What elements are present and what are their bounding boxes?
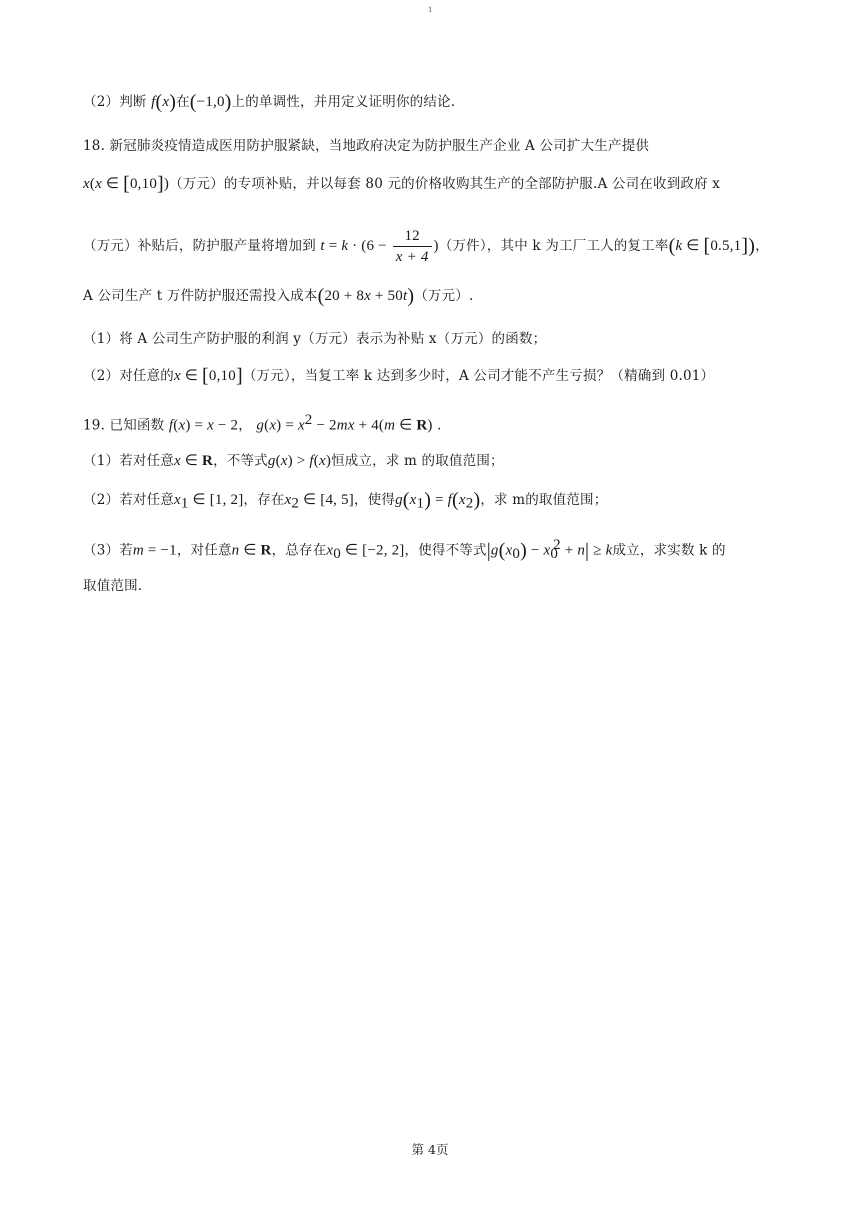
formula-g-gt-f: g [267, 453, 276, 469]
q19-part1: （1）若对任意x ∈ R，不等式g(x) > f(x)恒成立，求 m 的取值范围； [83, 453, 504, 469]
q18-intro-line2: x(x ∈ [0,10])（万元）的专项补贴，并以每套 80 元的价格收购其生产的全部防护服.A 公司在收到政府 x [83, 173, 721, 195]
q18-part2: （2）对任意的x ∈ [0,10]（万元），当复工率 k 达到多少时，A 公司才能不产生亏损？（精确到 0.01） [83, 365, 715, 387]
formula-g-def: g [256, 417, 265, 434]
q19-intro-head: 19. 已知函数 [83, 417, 165, 434]
q19-part1-head: （1）若对任意 [83, 453, 174, 469]
q19-part3-line2: 取值范围. [83, 578, 143, 594]
page-number: 第 4页 [411, 1142, 449, 1157]
q18-intro-line4-tail: （万元）. [414, 288, 474, 304]
q18-part2-head: （2）对任意的 [83, 368, 174, 384]
q19-part3-mid2: ，总存在 [271, 542, 327, 559]
q18-part1: （1）将 A 公司生产防护服的利润 y（万元）表示为补贴 x（万元）的函数； [83, 331, 547, 347]
q19-part2-head: （2）若对任意 [83, 492, 174, 508]
interval-neg1-0: −1,0 [196, 94, 225, 110]
q18-intro-line3-mid: （万件），其中 k 为工厂工人的复工率 [438, 238, 669, 254]
q19-part1-tail: 恒成立，求 m 的取值范围； [331, 453, 504, 469]
q18-intro-line3-head: （万元）补贴后，防护服产量将增加到 [83, 238, 316, 254]
formula-k-range: k [675, 238, 683, 254]
formula-x-in-R: x [174, 453, 181, 469]
formula-n-in-R: n [231, 542, 240, 559]
q18-intro-line2-text: （万元）的专项补贴，并以每套 80 元的价格收购其生产的全部防护服.A 公司在收到政府 x [169, 176, 721, 192]
q18-intro-line4-head: A 公司生产 t 万件防护服还需投入成本 [83, 288, 318, 304]
formula-x-domain: x [83, 176, 90, 192]
q18-intro-line4: A 公司生产 t 万件防护服还需投入成本(20 + 8x + 50t)（万元）. [83, 285, 474, 307]
q19-part3-tail: 成立，求实数 k 的 [612, 542, 726, 559]
q19-intro: 19. 已知函数 f(x) = x − 2， $g(x) = x^2 - 2mx + 4(m$ ∈ R) . [83, 412, 442, 434]
formula-x2-range: x [284, 492, 292, 508]
formula-abs-inequality: | [486, 539, 491, 562]
q18-intro-line1: 18. 新冠肺炎疫情造成医用防护服紧缺，当地政府决定为防护服生产企业 A 公司扩大生产提供 [83, 138, 650, 154]
q19-part3: （3）若m = −1，对任意n ∈ R，总存在$x_0$ ∈ [−2, 2]，使得不等式$|g(x_0) - x_0^2 + n| \ge k$成立，求实数 k 的 [83, 537, 726, 563]
formula-x-interval: x [174, 368, 181, 384]
formula-cost: 20 + 8x + 50t [324, 288, 408, 304]
formula-f-x: f [151, 94, 156, 110]
formula-g-x1-eq-f-x2: g [395, 492, 403, 508]
formula-x1-range: x [174, 492, 181, 508]
q18-intro-line3: （万元）补贴后，防护服产量将增加到 t = k · (6 − $\frac{12}{x + 4}$ )（万件），其中 k 为工厂工人的复工率(k ∈ [0.5,1])， [83, 228, 769, 265]
q17-part2-head: （2）判断 [83, 94, 147, 110]
formula-x0-range: x [326, 542, 334, 559]
q19-part2-mid1: ，存在 [243, 492, 285, 508]
q19-part1-mid: ，不等式 [213, 453, 268, 469]
q18-part2-tail: （万元），当复工率 k 达到多少时，A 公司才能不产生亏损？（精确到 0.01） [242, 368, 715, 384]
q17-part2: （2）判断 f(x)在(−1,0)上的单调性，并用定义证明你的结论. [83, 91, 456, 113]
q19-part2-tail: ，求 m的取值范围； [480, 492, 608, 508]
q19-part3-mid3: ，使得不等式 [404, 542, 487, 559]
page-top-mark: 1 [428, 6, 433, 14]
formula-f-def: f [168, 417, 174, 434]
formula-t: t [320, 238, 325, 254]
fraction-12-over-x-plus-4: $\frac{12}{x + 4}$ [393, 226, 432, 267]
q19-part2-mid2: ，使得 [353, 492, 396, 508]
formula-m-eq: m [132, 542, 144, 559]
q17-part2-tail: 上的单调性，并用定义证明你的结论. [231, 94, 456, 110]
q19-part3-head: （3）若 [83, 542, 133, 559]
q19-part2: （2）若对任意$x_1$ ∈ [1, 2]，存在$x_2$ ∈ [4, 5]，使得$g(x_1) = f(x_2)$，求 m的取值范围； [83, 489, 608, 512]
q19-part3-mid1: ，对任意 [176, 542, 232, 559]
